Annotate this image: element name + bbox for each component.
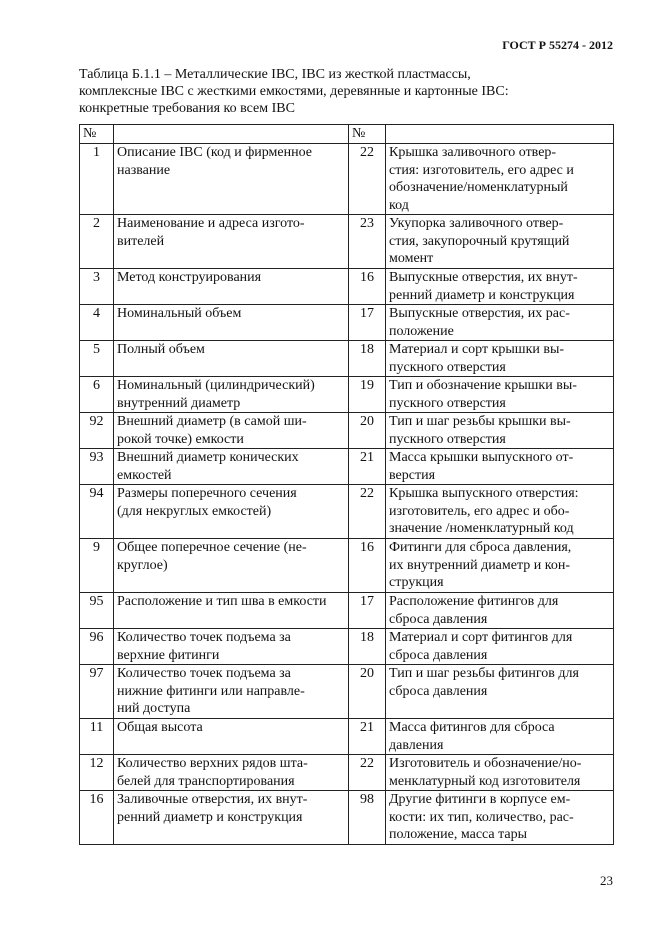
item-description-left [114, 215, 349, 269]
cell-text-line: изготовитель, его адрес и обо- [389, 503, 570, 519]
cell-text-line: рокой точке) емкости [117, 431, 244, 447]
item-number-right: 18 [349, 629, 386, 665]
table-row [80, 377, 614, 413]
item-description-left [114, 539, 349, 593]
cell-text-line: Общее поперечное сечение (не- [117, 540, 307, 555]
table-row [80, 144, 614, 215]
item-number-right: 20 [349, 665, 386, 719]
item-description-left [114, 755, 349, 791]
item-number-left: 11 [80, 719, 114, 755]
item-number-right: 23 [349, 215, 386, 269]
cell-text-line: Масса крышки выпускного от- [389, 450, 574, 465]
item-description-right [386, 629, 614, 665]
cell-text-line: верхние фитинги [117, 647, 220, 663]
cell-text-line: значение /номенклатурный код [389, 521, 574, 536]
item-number-left: 6 [80, 377, 114, 413]
cell-text-line: вителей [117, 233, 165, 249]
item-description-right [386, 305, 614, 341]
cell-text-line: Номинальный (цилиндрический) [117, 378, 315, 393]
item-description-right [386, 144, 614, 215]
cell-text-line: Материал и сорт фитингов для [389, 630, 573, 645]
cell-text-line: Тип и шаг резьбы фитингов для [389, 666, 579, 681]
cell-text-line: сброса давления [389, 611, 488, 627]
item-description-left [114, 144, 349, 215]
cell-text-line: Общая высота [117, 720, 203, 735]
cell-text-line: Крышка заливочного отвер- [389, 145, 557, 160]
cell-text-line: нижние фитинги или направле- [117, 683, 305, 699]
cell-text-line: внутренний диаметр [117, 395, 241, 411]
item-description-right [386, 719, 614, 755]
cell-text-line: пускного отверстия [389, 431, 506, 447]
item-description-left [114, 269, 349, 305]
item-number-left: 16 [80, 791, 114, 845]
cell-text-line: положение [389, 323, 454, 339]
cell-text-line: ренний диаметр и конструкция [117, 809, 303, 825]
cell-text-line: (для некруглых емкостей) [117, 503, 272, 519]
column-header-number: № [80, 125, 114, 144]
cell-text-line: круглое) [117, 557, 168, 573]
item-number-left: 1 [80, 144, 114, 215]
item-description-left [114, 665, 349, 719]
item-description-left [114, 305, 349, 341]
item-description-right [386, 215, 614, 269]
item-description-right [386, 665, 614, 719]
cell-text-line: емкостей [117, 467, 172, 483]
cell-text-line: Материал и сорт крышки вы- [389, 342, 565, 357]
cell-text-line: Масса фитингов для сброса [389, 720, 555, 735]
item-number-left: 5 [80, 341, 114, 377]
item-number-right: 98 [349, 791, 386, 845]
cell-text-line: Размеры поперечного сечения [117, 486, 297, 501]
table-row [80, 305, 614, 341]
document-code: ГОСТ Р 55274 - 2012 [502, 38, 613, 52]
cell-text-line: Метод конструирования [117, 270, 262, 285]
table-row [80, 719, 614, 755]
caption-line: конкретные требования ко всем IBC [79, 101, 295, 116]
table-row [80, 341, 614, 377]
item-number-right: 20 [349, 413, 386, 449]
cell-text-line: Заливочные отверстия, их внут- [117, 792, 308, 807]
table-caption [79, 66, 599, 117]
item-number-right: 22 [349, 144, 386, 215]
table-row [80, 665, 614, 719]
item-number-left: 92 [80, 413, 114, 449]
item-number-right: 17 [349, 593, 386, 629]
item-description-left [114, 629, 349, 665]
cell-text-line: Выпускные отверстия, их рас- [389, 306, 570, 321]
cell-text-line: Крышка выпускного отверстия: [389, 486, 579, 501]
item-description-left [114, 593, 349, 629]
column-header-text [114, 125, 349, 144]
cell-text-line: ренний диаметр и конструкция [389, 287, 575, 303]
cell-text-line: Тип и обозначение крышки вы- [389, 378, 577, 393]
cell-text-line: Тип и шаг резьбы крышки вы- [389, 414, 571, 429]
item-number-right: 18 [349, 341, 386, 377]
cell-text-line: Другие фитинги в корпусе ем- [389, 792, 571, 807]
table-row [80, 791, 614, 845]
table-row [80, 539, 614, 593]
table-row [80, 449, 614, 485]
cell-text-line: давления [389, 737, 444, 753]
cell-text-line: Номинальный объем [117, 306, 242, 321]
item-description-left [114, 791, 349, 845]
item-number-right: 16 [349, 539, 386, 593]
item-description-left [114, 485, 349, 539]
column-header-number: № [349, 125, 386, 144]
item-description-left [114, 449, 349, 485]
item-description-left [114, 413, 349, 449]
cell-text-line: положение, масса тары [389, 827, 528, 842]
item-number-right: 21 [349, 449, 386, 485]
cell-text-line: стия: изготовитель, его адрес и [389, 162, 574, 178]
cell-text-line: пускного отверстия [389, 395, 506, 411]
item-number-left: 9 [80, 539, 114, 593]
item-number-left: 97 [80, 665, 114, 719]
cell-text-line: Количество верхних рядов шта- [117, 756, 308, 771]
item-number-right: 22 [349, 485, 386, 539]
item-description-right [386, 593, 614, 629]
item-description-right [386, 449, 614, 485]
cell-text-line: Укупорка заливочного отвер- [389, 216, 564, 231]
table-row [80, 269, 614, 305]
caption-line: Таблица Б.1.1 – Металлические IBC, IBC из жесткой пластмассы, [79, 67, 471, 82]
item-description-right [386, 791, 614, 845]
cell-text-line: их внутренний диаметр и кон- [389, 557, 570, 573]
item-description-right [386, 269, 614, 305]
cell-text-line: струкция [389, 575, 444, 590]
item-description-left [114, 377, 349, 413]
cell-text-line: момент [389, 251, 434, 266]
item-number-left: 12 [80, 755, 114, 791]
table-row [80, 485, 614, 539]
item-number-right: 17 [349, 305, 386, 341]
caption-line: комплексные IBC с жесткими емкостями, деревянные и картонные IBC: [79, 84, 509, 99]
cell-text-line: обозначение/номенклатурный [389, 180, 568, 195]
item-number-left: 93 [80, 449, 114, 485]
item-description-right [386, 755, 614, 791]
item-description-right [386, 485, 614, 539]
cell-text-line: сброса давления [389, 647, 488, 663]
cell-text-line: белей для транспортирования [117, 773, 295, 789]
cell-text-line: Наименование и адреса изгото- [117, 216, 305, 231]
cell-text-line: Расположение и тип шва в емкости [117, 594, 327, 609]
item-number-right: 21 [349, 719, 386, 755]
cell-text-line: Полный объем [117, 342, 205, 357]
item-description-right [386, 341, 614, 377]
item-description-right [386, 539, 614, 593]
item-number-left: 3 [80, 269, 114, 305]
table-body [80, 144, 614, 845]
item-number-left: 4 [80, 305, 114, 341]
cell-text-line: пускного отверстия [389, 359, 506, 375]
cell-text-line: Изготовитель и обозначение/но- [389, 756, 582, 771]
item-description-left [114, 341, 349, 377]
item-description-right [386, 413, 614, 449]
table-row [80, 413, 614, 449]
cell-text-line: ний доступа [117, 701, 191, 716]
column-header-text [386, 125, 614, 144]
cell-text-line: Расположение фитингов для [389, 594, 559, 609]
item-number-left: 94 [80, 485, 114, 539]
cell-text-line: Фитинги для сброса давления, [389, 540, 572, 555]
table-row [80, 629, 614, 665]
cell-text-line: название [117, 162, 171, 178]
item-number-right: 19 [349, 377, 386, 413]
requirements-table [79, 124, 614, 845]
table-row [80, 215, 614, 269]
table-row [80, 593, 614, 629]
cell-text-line: кости: их тип, количество, рас- [389, 809, 574, 825]
cell-text-line: верстия [389, 467, 436, 483]
item-number-left: 95 [80, 593, 114, 629]
item-number-left: 2 [80, 215, 114, 269]
cell-text-line: Внешний диаметр (в самой ши- [117, 414, 307, 429]
cell-text-line: Количество точек подъема за [117, 666, 291, 681]
item-description-right [386, 377, 614, 413]
cell-text-line: код [389, 197, 409, 213]
item-number-right: 22 [349, 755, 386, 791]
table-row [80, 755, 614, 791]
cell-text-line: менклатурный код изготовителя [389, 773, 581, 789]
cell-text-line: стия, закупорочный крутящий [389, 233, 570, 249]
cell-text-line: Внешний диаметр конических [117, 450, 299, 465]
page-number: 23 [600, 873, 613, 888]
cell-text-line: Количество точек подъема за [117, 630, 291, 645]
cell-text-line: Выпускные отверстия, их внут- [389, 270, 578, 285]
item-number-left: 96 [80, 629, 114, 665]
cell-text-line: Описание IBC (код и фирменное [117, 145, 312, 160]
table-header-row [80, 125, 614, 144]
item-number-right: 16 [349, 269, 386, 305]
cell-text-line: сброса давления [389, 683, 488, 699]
item-description-left [114, 719, 349, 755]
